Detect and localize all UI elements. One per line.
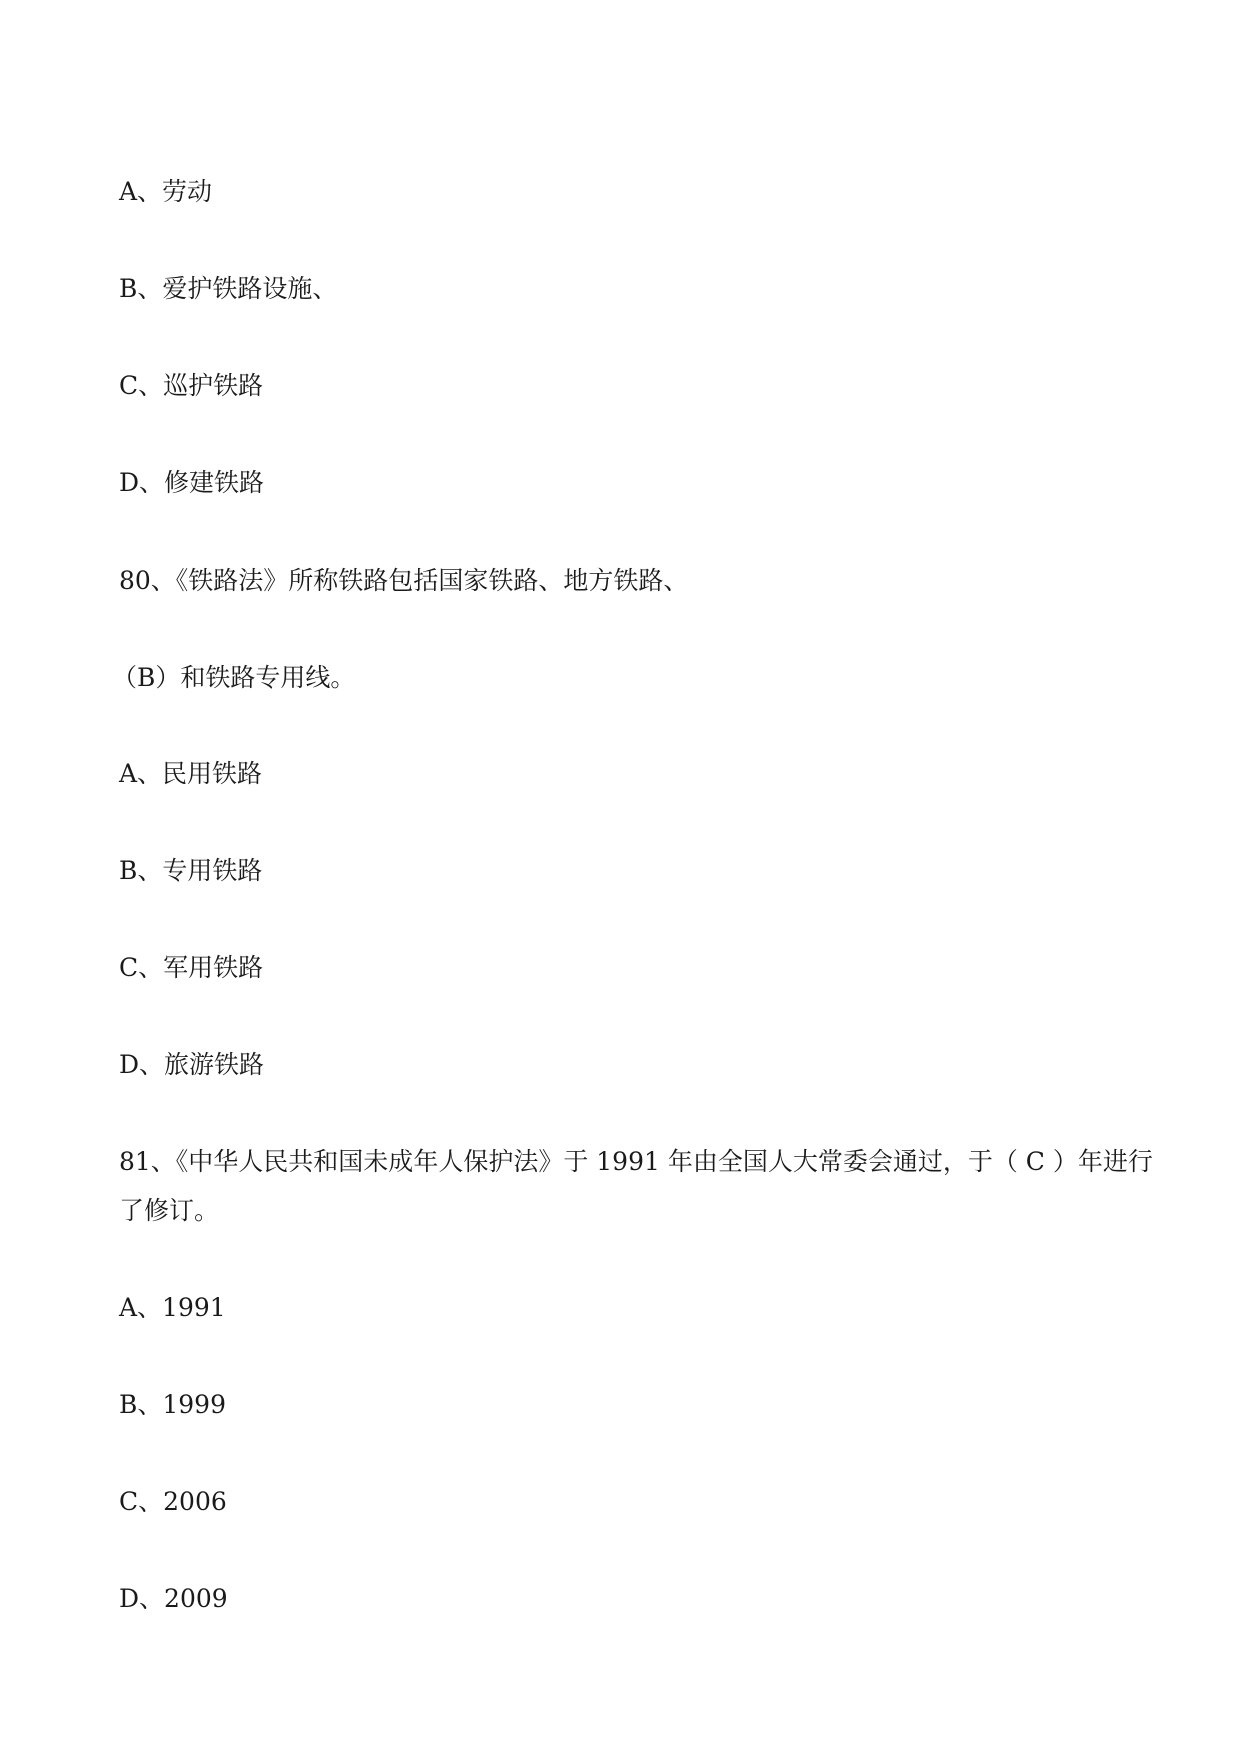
q80-option-a: A、民用铁路 (119, 759, 263, 788)
q80-option-b: B、专用铁路 (119, 856, 263, 885)
q80-stem-line2: （B）和铁路专用线。 (112, 663, 356, 692)
q81-option-d: D、2009 (119, 1584, 228, 1613)
q80-option-c: C、军用铁路 (119, 953, 264, 982)
q79-option-b: B、爱护铁路设施、 (119, 274, 338, 303)
q81-option-a: A、1991 (119, 1293, 226, 1322)
q81-option-b: B、1999 (119, 1390, 226, 1419)
q81-option-c: C、2006 (119, 1487, 227, 1516)
q80-stem-line1: 80、《铁路法》所称铁路包括国家铁路、地方铁路、 (119, 566, 689, 595)
q81-stem-line2: 了修订。 (119, 1196, 220, 1225)
q79-option-d: D、修建铁路 (119, 468, 265, 497)
q80-option-d: D、旅游铁路 (119, 1050, 265, 1079)
q79-option-a: A、劳动 (119, 177, 213, 206)
q79-option-c: C、巡护铁路 (119, 371, 264, 400)
q81-stem-line1: 81、《中华人民共和国未成年人保护法》于 1991 年由全国人大常委会通过，于（ C ）年进行 (119, 1147, 1153, 1176)
